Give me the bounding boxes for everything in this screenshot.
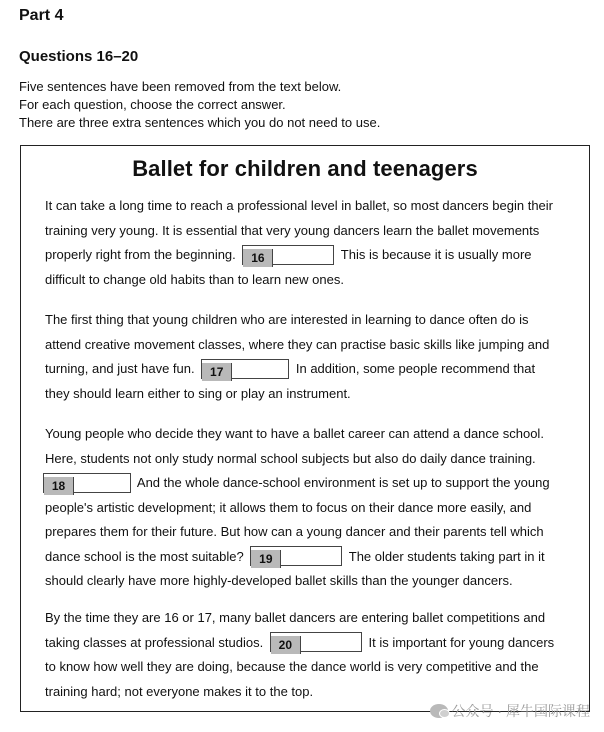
article-title: Ballet for children and teenagers bbox=[132, 156, 478, 181]
text-line: should clearly have more highly-developed ballet skills than the younger dancers. bbox=[45, 573, 513, 588]
text-line: Here, students not only study normal school subjects but also do daily dance training. bbox=[45, 450, 536, 466]
text-line: prepares them for their future. But how can a young dancer and their parents tell which bbox=[45, 524, 544, 539]
paragraph-3 bbox=[45, 422, 573, 594]
text-line: to know how well they are doing, because the dance world is very competitive and the bbox=[45, 659, 539, 674]
text-line: Young people who decide they want to have a ballet career can attend a dance school. bbox=[45, 426, 544, 441]
gap-number: 20 bbox=[271, 636, 301, 654]
text-line: training very young. It is essential that very young dancers learn the ballet movements bbox=[45, 222, 540, 238]
paragraph-1 bbox=[45, 194, 573, 292]
text-segment: In addition, some people recommend that bbox=[295, 361, 536, 376]
text-line: difficult to change old habits than to learn new ones. bbox=[45, 271, 344, 287]
questions-title: Questions 16–20 bbox=[19, 48, 139, 65]
answer-gap-19[interactable] bbox=[250, 546, 342, 566]
text-line bbox=[45, 631, 573, 656]
text-line bbox=[45, 357, 573, 382]
text-line bbox=[43, 471, 573, 496]
text-segment: taking classes at professional studios. bbox=[45, 634, 264, 650]
instruction-line: Five sentences have been removed from the text below. bbox=[19, 79, 342, 94]
text-line: training hard; not everyone makes it to the top. bbox=[45, 683, 314, 699]
answer-gap-20[interactable] bbox=[270, 632, 362, 652]
paragraph-2 bbox=[45, 308, 573, 406]
text-line bbox=[45, 243, 573, 268]
watermark bbox=[430, 701, 590, 721]
wechat-icon bbox=[430, 704, 448, 718]
text-segment: dance school is the most suitable? bbox=[45, 548, 244, 564]
article-box bbox=[20, 145, 590, 712]
answer-gap-16[interactable] bbox=[242, 245, 334, 265]
gap-number: 16 bbox=[243, 249, 273, 267]
text-segment: This is because it is usually more bbox=[340, 247, 532, 262]
part-title: Part 4 bbox=[19, 7, 64, 24]
text-segment: And the whole dance-school environment is set up to support the young bbox=[136, 475, 550, 490]
instructions bbox=[19, 78, 380, 132]
text-segment: It is important for young dancers bbox=[368, 634, 555, 650]
text-segment: properly right from the beginning. bbox=[45, 247, 236, 262]
instruction-line: For each question, choose the correct answer. bbox=[19, 97, 286, 112]
gap-number: 17 bbox=[202, 363, 232, 381]
text-segment: turning, and just have fun. bbox=[45, 361, 195, 376]
paragraph-4 bbox=[45, 606, 573, 704]
text-line bbox=[45, 545, 573, 570]
watermark-text: 公众号 · 犀牛国际课程 bbox=[451, 703, 590, 719]
gap-number: 19 bbox=[251, 550, 281, 568]
text-line: attend creative movement classes, where they can practise basic skills like jumping and bbox=[45, 336, 550, 352]
answer-gap-17[interactable] bbox=[201, 359, 289, 379]
text-line: The first thing that young children who are interested in learning to dance often do is bbox=[45, 312, 529, 327]
text-line: By the time they are 16 or 17, many ballet dancers are entering ballet competitions and bbox=[45, 610, 546, 625]
text-segment: The older students taking part in it bbox=[348, 548, 545, 564]
gap-number: 18 bbox=[44, 477, 74, 495]
text-line: people's artistic development; it allows them to focus on their dance more easily, and bbox=[45, 499, 532, 515]
answer-gap-18[interactable] bbox=[43, 473, 131, 493]
text-line: It can take a long time to reach a professional level in ballet, so most dancers begin their bbox=[45, 198, 554, 213]
text-line: they should learn either to sing or play an instrument. bbox=[45, 385, 351, 401]
instruction-line: There are three extra sentences which you do not need to use. bbox=[19, 115, 381, 130]
